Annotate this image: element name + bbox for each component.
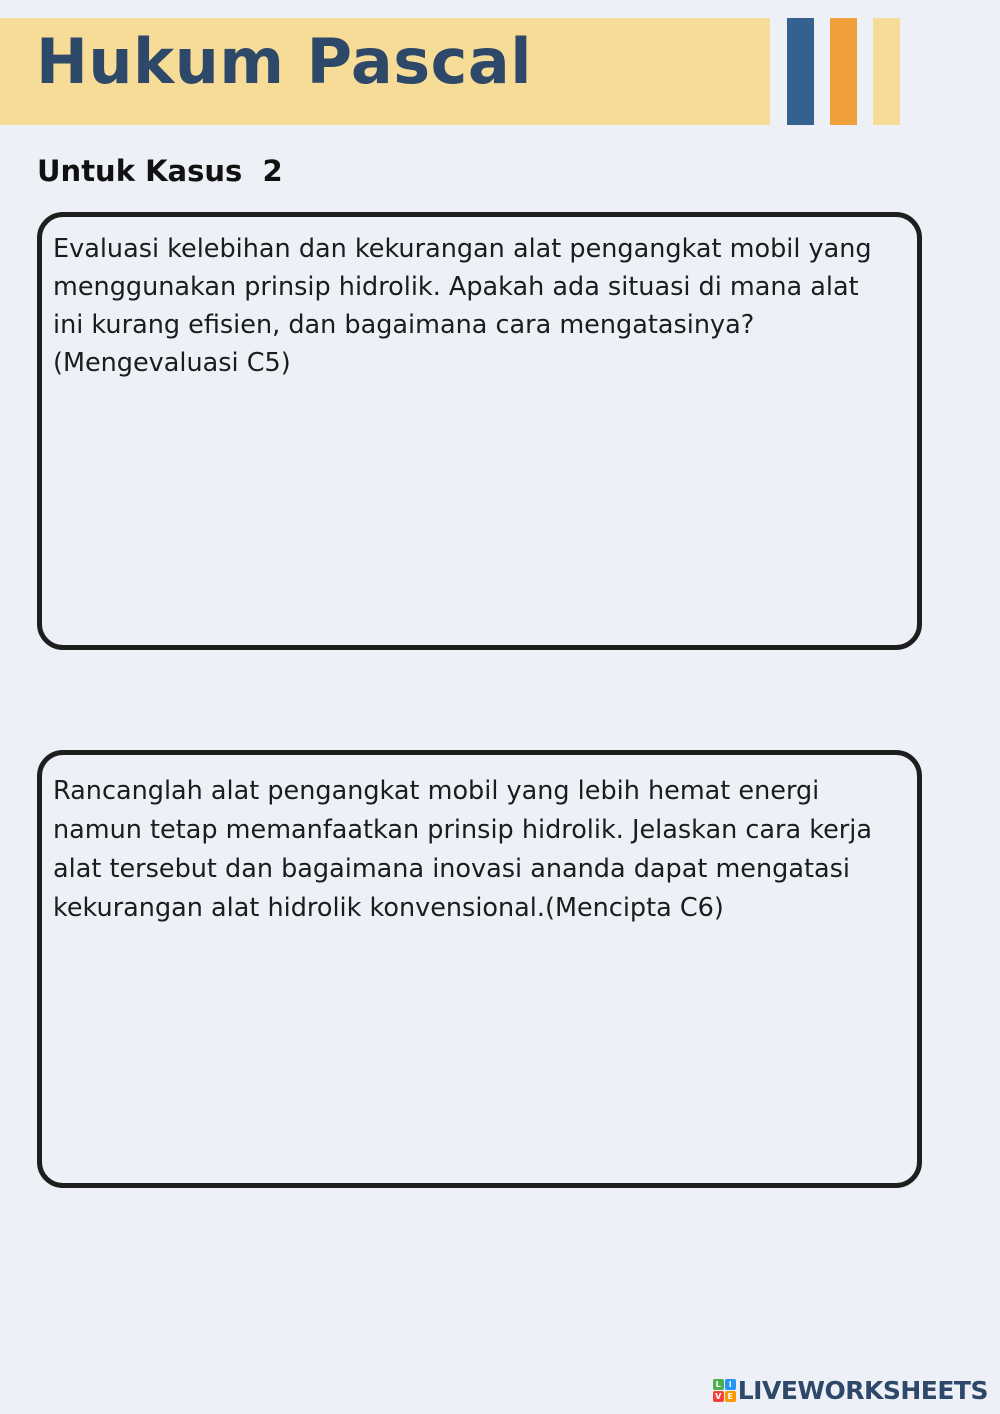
liveworksheets-wordmark: LIVEWORKSHEETS <box>737 1375 988 1405</box>
page-title: Hukum Pascal <box>36 25 532 98</box>
task-question-1-line: ini kurang efisien, dan bagaimana cara mengatasinya? <box>53 310 755 340</box>
logo-tile: E <box>725 1391 736 1402</box>
logo-tile: I <box>725 1379 736 1390</box>
task-question-2-line: alat tersebut dan bagaimana inovasi ananda dapat mengatasi <box>53 854 850 884</box>
decorative-stripe-yellow <box>873 18 900 125</box>
task-question-1 <box>53 230 953 382</box>
logo-tile: L <box>713 1379 724 1390</box>
task-question-2-line: namun tetap memanfaatkan prinsip hidrolik. Jelaskan cara kerja <box>53 815 872 845</box>
decorative-stripe-orange <box>830 18 857 125</box>
liveworksheets-logo-icon <box>713 1379 736 1402</box>
task-question-1-line: menggunakan prinsip hidrolik. Apakah ada situasi di mana alat <box>53 272 859 302</box>
task-question-1-line: (Mengevaluasi C5) <box>53 348 291 378</box>
task-question-1-line: Evaluasi kelebihan dan kekurangan alat pengangkat mobil yang <box>53 234 872 264</box>
decorative-stripe-blue <box>787 18 814 125</box>
task-question-2 <box>53 772 953 928</box>
task-question-2-line: kekurangan alat hidrolik konvensional.(Mencipta C6) <box>53 893 724 923</box>
case-subtitle: Untuk Kasus 2 <box>37 154 283 188</box>
logo-tile: V <box>713 1391 724 1402</box>
liveworksheets-brand <box>713 1373 988 1407</box>
task-question-2-line: Rancanglah alat pengangkat mobil yang lebih hemat energi <box>53 776 820 806</box>
